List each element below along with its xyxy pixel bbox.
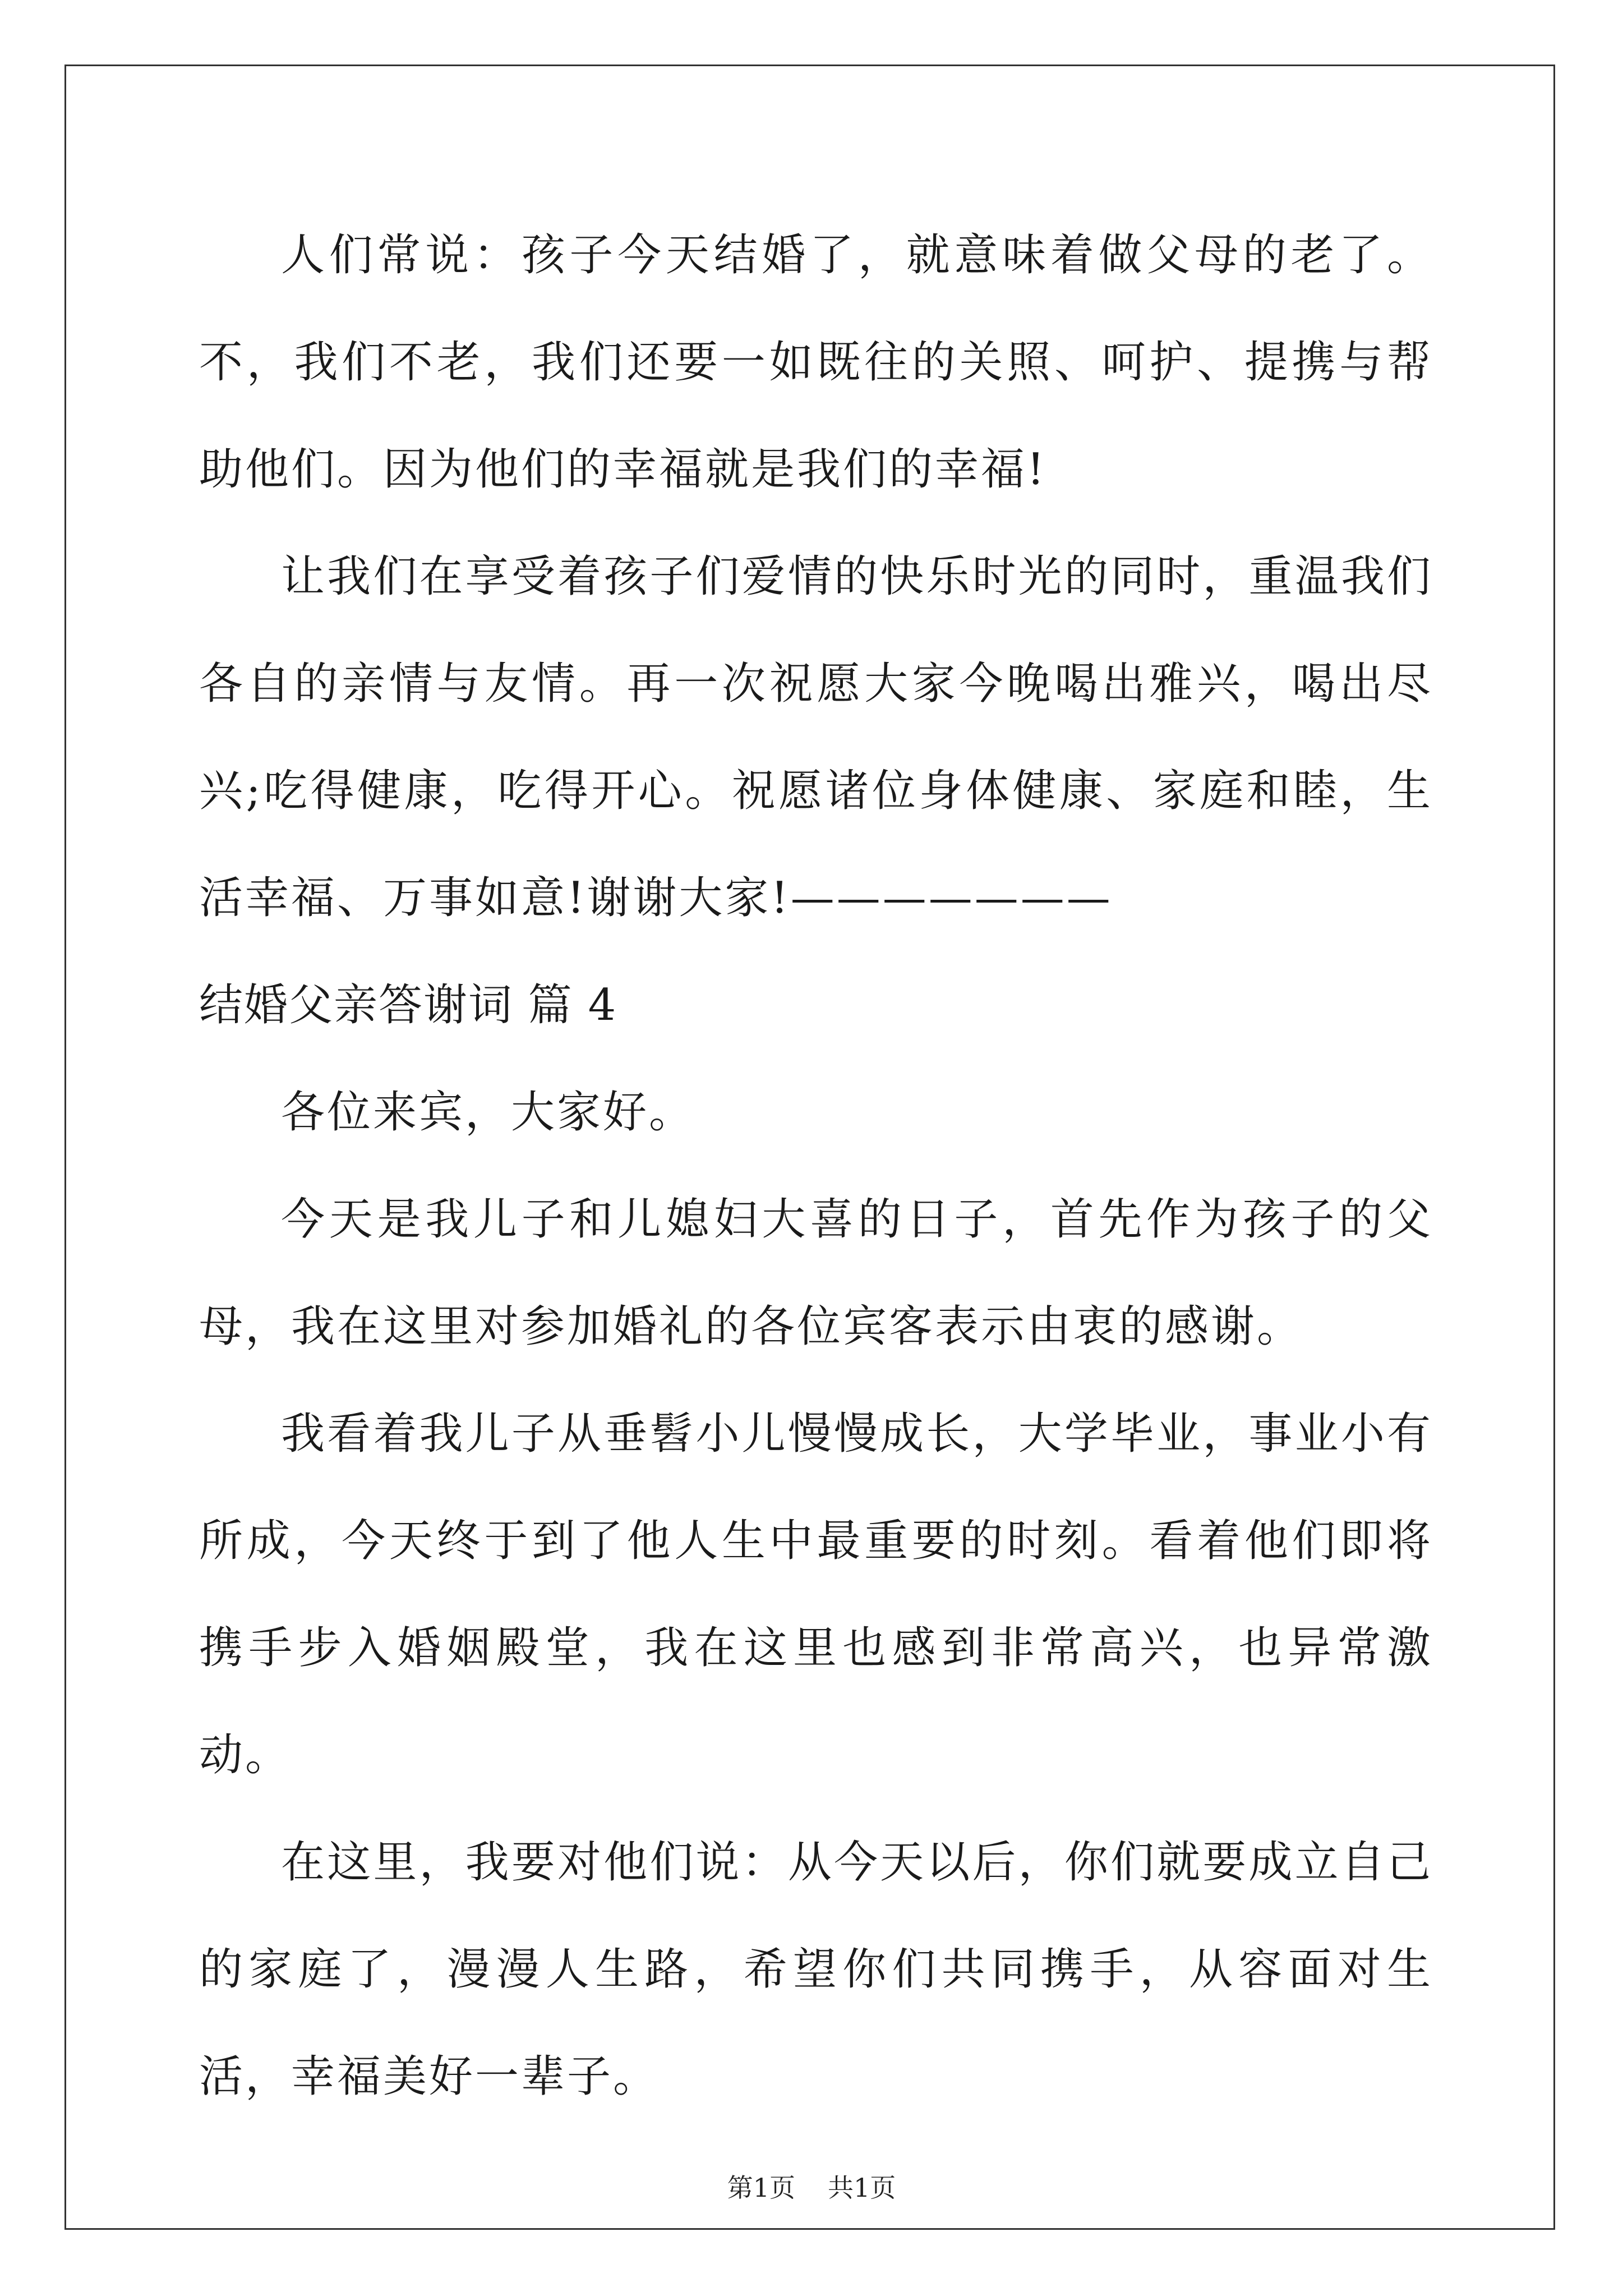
paragraph: 让我们在享受着孩子们爱情的快乐时光的同时，重温我们各自的亲情与友情。再一次祝愿大家今晚喝出雅兴，喝出尽兴;吃得健康，吃得开心。祝愿诸位身体健康、家庭和睦，生活幸福、万事如意!谢谢大家!———————	[199, 551, 1433, 923]
page-footer	[0, 2171, 1623, 2205]
paragraph: 在这里，我要对他们说：从今天以后，你们就要成立自己的家庭了，漫漫人生路，希望你们共同携手，从容面对生活，幸福美好一辈子。	[199, 1837, 1433, 2102]
paragraph: 人们常说：孩子今天结婚了，就意味着做父母的老了。不，我们不老，我们还要一如既往的关照、呵护、提携与帮助他们。因为他们的幸福就是我们的幸福!	[199, 230, 1433, 495]
paragraph: 各位来宾，大家好。	[281, 1087, 695, 1138]
paragraph: 我看着我儿子从垂髫小儿慢慢成长，大学毕业，事业小有所成，今天终于到了他人生中最重要的时刻。看着他们即将携手步入婚姻殿堂，我在这里也感到非常高兴，也异常激动。	[199, 1409, 1433, 1780]
document-body	[199, 202, 1433, 2131]
paragraph: 今天是我儿子和儿媳妇大喜的日子，首先作为孩子的父母，我在这里对参加婚礼的各位宾客表示由衷的感谢。	[199, 1194, 1433, 1352]
page-number: 第1页	[727, 2173, 795, 2203]
section-heading: 结婚父亲答谢词 篇 4	[199, 980, 617, 1030]
page-total: 共1页	[828, 2173, 896, 2203]
